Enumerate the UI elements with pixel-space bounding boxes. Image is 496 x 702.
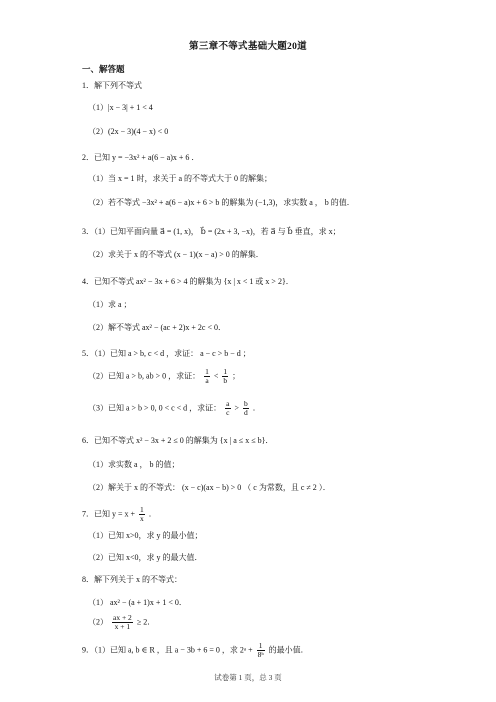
q6-part1: （1）求实数 a ， b 的值； <box>88 460 180 469</box>
q2-stem: 2．已知 y = −3x² + a(6 − a)x + 6 ． <box>82 153 200 162</box>
frac-numerator: 1 <box>140 505 144 514</box>
frac-numerator: 1 <box>223 367 228 376</box>
q2-part2: （2）若不等式 −3x² + a(6 − a)x + 6 > b 的解集为 (−1,3)，求实数 a ， b 的值． <box>88 198 355 207</box>
q8-part2 <box>88 614 155 631</box>
q5-part3-text: （3）已知 a > b > 0, 0 < c < d ，求证： <box>88 403 222 413</box>
q5-part2-text: （2）已知 a > b, ab > 0 ，求证： <box>88 371 201 381</box>
q2-part1: （1）当 x = 1 时，求关于 a 的不等式大于 0 的解集； <box>88 174 273 183</box>
frac-denominator: 8ᵇ <box>257 650 264 659</box>
q9-part1 <box>82 642 309 659</box>
q5-part2-lt: < <box>213 371 219 381</box>
q8-stem: 8．解下列关于 x 的不等式： <box>82 575 182 584</box>
q8-part2-text: （2） <box>88 617 108 627</box>
frac-denominator: c <box>226 408 230 417</box>
q5-part3-frac-right <box>243 400 249 417</box>
q3-part1: 3．（1）已知平面向量 a⃗ = (1, x)， b⃗ = (2x + 3, −x)，若 a⃗ 与 b⃗ 垂直，求 x； <box>82 227 341 236</box>
q5-part3 <box>88 400 261 417</box>
frac-denominator: x + 1 <box>114 622 131 631</box>
page-footer: 试卷第 1 页，总 3 页 <box>214 673 282 682</box>
q4-stem: 4．已知不等式 ax² − 3x + 6 > 4 的解集为 {x | x < 1 或 x > 2}． <box>82 277 294 286</box>
q5-part1: 5．（1）已知 a > b, c < d ，求证： a − c > b − d ； <box>82 349 251 358</box>
q6-part2: （2）解关于 x 的不等式： (x − c)(ax − b) > 0 （ c 为常数，且 c ≠ 2 ）． <box>88 483 331 492</box>
q6-stem: 6．已知不等式 x² − 3x + 2 ≤ 0 的解集为 {x | a ≤ x ≤ b}． <box>82 436 274 445</box>
frac-numerator: ax + 2 <box>113 613 132 622</box>
q9-text: 9．（1）已知 a, b ∈ R ，且 a − 3b + 6 = 0 ，求 2ᵃ + <box>82 645 253 655</box>
q7-part2: （2）已知 x<0，求 y 的最大值． <box>88 553 203 562</box>
frac-denominator: b <box>223 376 228 385</box>
section-heading: 一、解答题 <box>82 64 125 74</box>
q5-part2-frac-left <box>204 368 210 385</box>
q3-part2: （2）求关于 x 的不等式 (x − 1)(x − a) > 0 的解集． <box>88 250 264 259</box>
frac-denominator: a <box>205 376 209 385</box>
frac-numerator: a <box>226 399 230 408</box>
document-title: 第三章不等式基础大题20道 <box>189 42 307 52</box>
q5-part2-frac-right <box>222 368 228 385</box>
q1-part1: （1）|x − 3| + 1 < 4 <box>88 103 153 112</box>
q8-part2-ge: ≥ 2． <box>136 617 156 627</box>
q5-part3-end: ． <box>252 403 261 413</box>
q1-part2: （2）(2x − 3)(4 − x) < 0 <box>88 127 169 136</box>
q8-part1: （1） ax² − (a + 1)x + 1 < 0． <box>88 598 187 607</box>
q9-frac <box>257 642 265 659</box>
q9-end: 的最小值． <box>268 645 309 655</box>
q4-part1: （1）求 a ； <box>88 300 132 309</box>
frac-numerator: b <box>244 399 248 408</box>
q5-part2-end: ； <box>232 371 241 381</box>
q7-stem <box>82 506 157 523</box>
q8-part2-frac <box>112 614 133 631</box>
q7-text: 7．已知 y = x + <box>82 509 136 519</box>
q7-part1: （1）已知 x>0，求 y 的最小值； <box>88 531 203 540</box>
frac-numerator: 1 <box>257 642 265 651</box>
frac-denominator: d <box>244 408 248 417</box>
frac-numerator: 1 <box>205 367 209 376</box>
frac-denominator: x <box>140 514 144 523</box>
q5-part3-gt: > <box>234 403 240 413</box>
q7-end: ． <box>148 509 157 519</box>
q5-part2 <box>88 368 240 385</box>
q1-stem: 1．解下列不等式 <box>82 81 142 90</box>
q7-frac <box>139 506 145 523</box>
q5-part3-frac-left <box>225 400 230 417</box>
q4-part2: （2）解不等式 ax² − (ac + 2)x + 2c < 0． <box>88 323 226 332</box>
